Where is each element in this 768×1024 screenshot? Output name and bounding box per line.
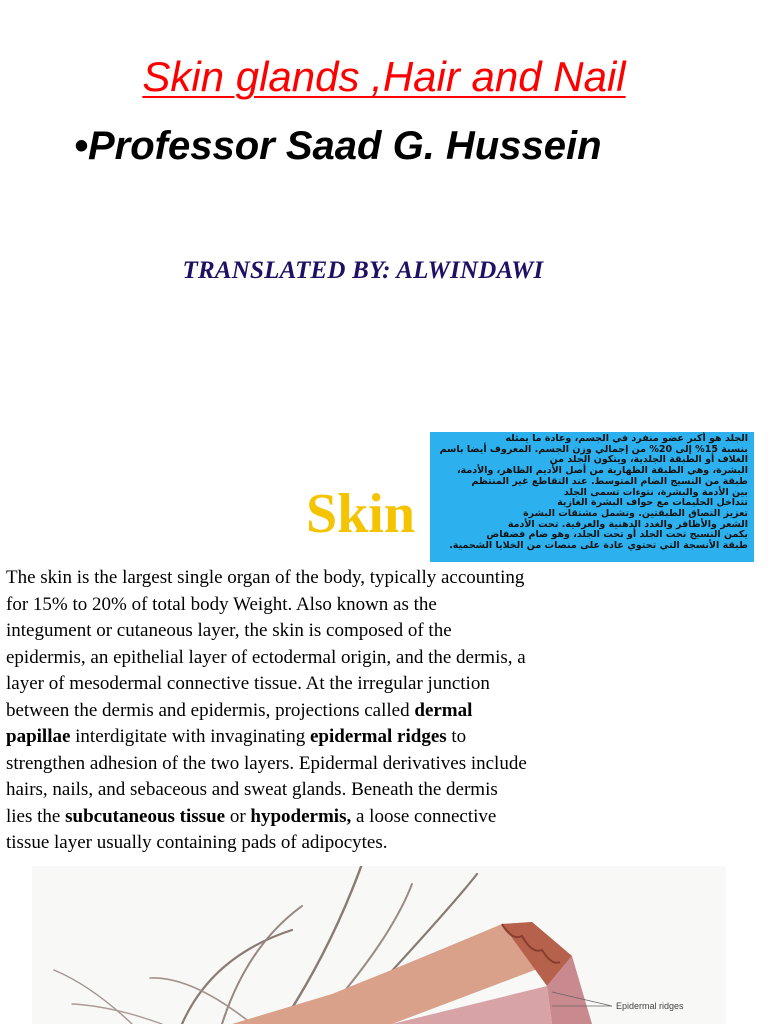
- bold-term: papillae: [6, 726, 71, 747]
- paragraph-line: [6, 724, 626, 751]
- arabic-line: طبقة الأنسجة التي تحتوي عادة على منصات من الخلايا الشحمية.: [449, 540, 748, 552]
- paragraph-line: [6, 751, 626, 778]
- text-run: a loose connective: [351, 805, 497, 827]
- bold-term: subcutaneous tissue: [65, 805, 226, 827]
- arabic-line: بنسبة 15% إلى 20% من إجمالي وزن الجسم. المعروف أيضا باسم: [439, 443, 748, 455]
- paragraph-line: [6, 830, 626, 857]
- hair-strand: [182, 930, 292, 1024]
- text-run: or: [225, 805, 251, 827]
- hair-strand: [72, 1004, 162, 1024]
- arabic-translation-box: [430, 432, 754, 562]
- text-run: between the dermis and epidermis, projections called: [6, 699, 415, 721]
- skin-block: [232, 922, 592, 1024]
- hair-strand: [54, 970, 132, 1024]
- paragraph-line: [6, 618, 626, 645]
- hair-strand: [222, 906, 302, 1024]
- paragraph-line: [6, 671, 626, 698]
- body-paragraph: [6, 565, 626, 857]
- text-run: tissue layer usually containing pads of adipocytes.: [6, 832, 388, 853]
- bold-term: dermal: [414, 699, 473, 721]
- figure-label: Epidermal ridges: [616, 1001, 684, 1011]
- slide-title: Skin glands ,Hair and Nail: [142, 53, 626, 100]
- paragraph-line: [6, 698, 626, 725]
- text-run: lies the: [6, 805, 66, 827]
- bold-term: epidermal ridges: [309, 726, 447, 747]
- arabic-line: الغلاف أو الطبقة الجلدية، ويتكون الجلد من: [549, 454, 748, 466]
- paragraph-line: [6, 565, 626, 592]
- arabic-line: بين الأدمة والبشرة، نتوءات تسمى الجلد: [563, 486, 748, 498]
- paragraph-line: [6, 777, 626, 804]
- skin-illustration: [32, 866, 726, 1024]
- text-run: integument or cutaneous layer, the skin is composed of the: [6, 620, 452, 641]
- arabic-line: يكمن النسيج تحت الجلد أو تحت الجلد، وهو ضام فضفاض: [486, 529, 748, 541]
- paragraph-line: [6, 592, 626, 619]
- author-line: •Professor Saad G. Hussein: [74, 124, 602, 168]
- arabic-line: تتداخل الحليمات مع حواف البشرة الغازية: [557, 497, 748, 509]
- arabic-line: طبقة من النسيج الضام المتوسط. عند التقاطع غير المنتظم: [471, 475, 748, 487]
- skin-section-drawing: [32, 866, 726, 1024]
- paragraph-line: [6, 804, 626, 831]
- bold-term: hypodermis,: [250, 805, 352, 827]
- text-run: epidermis, an epithelial layer of ectodermal origin, and the dermis, a: [6, 646, 526, 668]
- translator-credit: TRANSLATED BY: ALWINDAWI: [182, 257, 544, 284]
- paragraph-line: [6, 645, 626, 672]
- arabic-line: تعزيز التصاق الطبقتين. وتشمل مشتقات البشرة: [523, 507, 748, 519]
- arabic-line: البشرة، وهي الطبقة الظهارية من أصل الأديم الظاهر، والأدمة،: [456, 465, 748, 477]
- text-run: strengthen adhesion of the two layers. Epidermal derivatives include: [6, 752, 527, 774]
- arabic-line: الجلد هو أكبر عضو منفرد في الجسم، وعادة ما يمثله: [505, 433, 748, 444]
- arabic-line: الشعر والأظافر والغدد الدهنية والعرقية. تحت الأدمة: [507, 518, 748, 530]
- text-run: The skin is the largest single organ of the body, typically accounting: [6, 567, 525, 588]
- text-run: to: [446, 726, 467, 747]
- section-heading: Skin: [306, 483, 415, 545]
- text-run: interdigitate with invaginating: [70, 726, 310, 747]
- text-run: layer of mesodermal connective tissue. At the irregular junction: [6, 673, 490, 694]
- text-run: hairs, nails, and sebaceous and sweat glands. Beneath the dermis: [6, 779, 498, 800]
- text-run: for 15% to 20% of total body Weight. Also known as the: [6, 593, 437, 615]
